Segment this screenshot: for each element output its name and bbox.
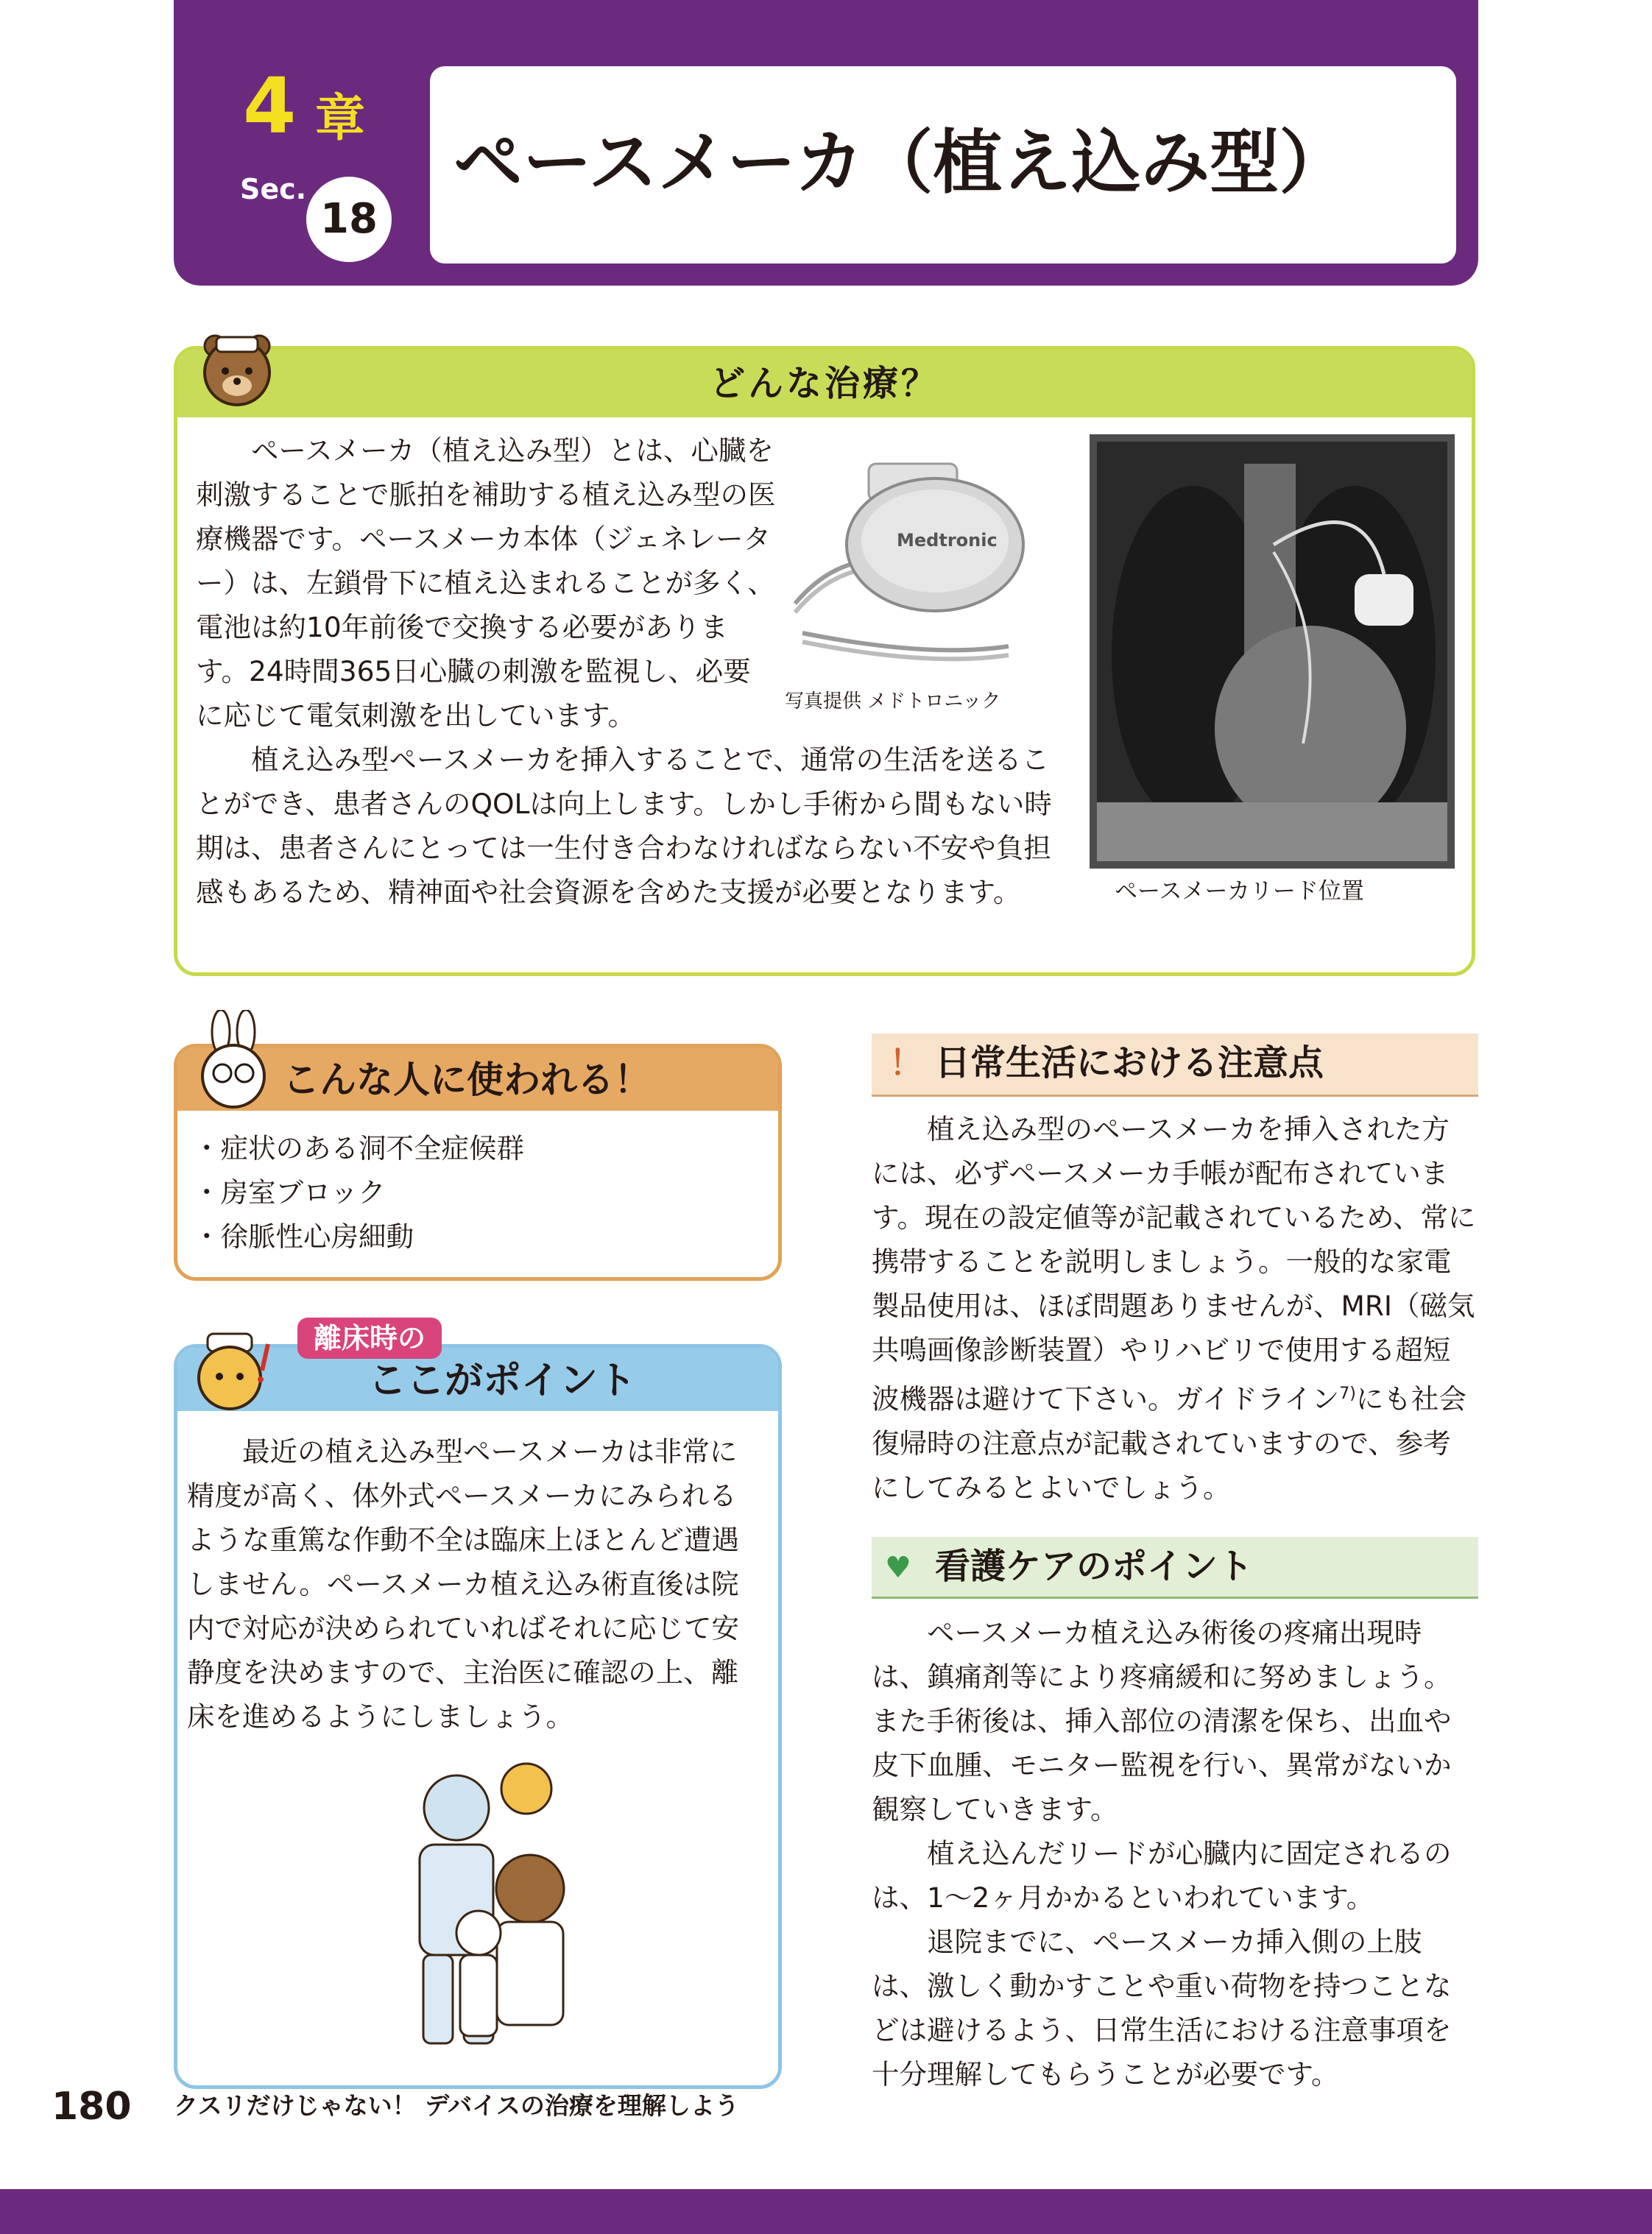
heart-icon: ♥ xyxy=(885,1551,911,1585)
chest-xray-image xyxy=(1090,434,1455,869)
what-paragraph-1: ペースメーカ（植え込み型）とは、心臓を刺激することで脈拍を補助する植え込み型の医療機器です。ペースメーカ本体（ジェネレーター）は、左鎖骨下に植え込まれることが多く、電池は約10年前後で交換する必要があります。24時間365日心臓の刺激を監視し、必要に応じて電気刺激を出しています。 xyxy=(196,434,776,732)
list-item: ・徐脈性心房細動 xyxy=(193,1220,414,1253)
page-title: ペースメーカ（植え込み型） xyxy=(453,123,1349,203)
indication-list xyxy=(193,1126,524,1259)
nurse-mascot-icon xyxy=(186,1329,281,1418)
page-number: 180 xyxy=(52,2085,132,2129)
point-badge: 離床時の xyxy=(297,1318,442,1359)
nursing-paragraph: 植え込んだリードが心臓内に固定されるのは、1～2ヶ月かかるといわれています。 xyxy=(872,1837,1452,1914)
running-footer: クスリだけじゃない！ デバイスの治療を理解しよう xyxy=(174,2091,739,2120)
what-paragraph-2: 植え込み型ペースメーカを挿入することで、通常の生活を送ることができ、患者さんのQOLは向上します。しかし手術から間もない時期は、患者さんにとっては一生付き合わなければならない不安や負担感もあるため、精神面や社会資源を含めた支援が必要となります。 xyxy=(196,743,1052,908)
rabbit-mascot-icon xyxy=(193,1010,274,1120)
exclamation-icon: ！ xyxy=(889,1043,923,1083)
daily-text-b: にも社会復帰時の注意点が記載されていますので、参考にしてみるとよいでしょう。 xyxy=(872,1382,1466,1504)
xray-caption: ペースメーカリード位置 xyxy=(1115,878,1364,905)
daily-text-a: 植え込み型のペースメーカを挿入された方には、必ずペースメーカ手帳が配布されています。現在の設定値等が記載されているため、常に携帯することを説明しましょう。一般的な家電製品使用は、ほぼ問題ありませんが、MRI（磁気共鳴画像診断装置）やリハビリで使用する超短波機器は避けて下さい。ガイドライン xyxy=(872,1113,1476,1415)
reference-mark: 7) xyxy=(1339,1385,1356,1403)
photo-credit: 写真提供 メドトロニック xyxy=(785,690,1001,713)
daily-life-title: 日常生活における注意点 xyxy=(935,1042,1324,1084)
point-section-body xyxy=(187,1429,764,1739)
what-paragraph-2-block xyxy=(196,738,1073,914)
nursing-paragraph: 退院までに、ペースメーカ挿入側の上肢は、激しく動かすことや重い荷物を持つことなどは避けるよう、日常生活における注意事項を十分理解してもらうことが必要です。 xyxy=(872,1926,1452,2090)
section-number-badge: 18 xyxy=(306,177,392,262)
daily-life-paragraph xyxy=(872,1107,1477,1510)
what-section-title: どんな治療？ xyxy=(709,363,939,404)
chapter-number: 4 xyxy=(243,61,297,151)
chapter-label: 章 xyxy=(315,90,366,148)
who-section-title: こんな人に使われる！ xyxy=(283,1058,651,1101)
pacemaker-device-image xyxy=(788,449,1038,677)
point-paragraph: 最近の植え込み型ペースメーカは非常に精度が高く、体外式ペースメーカにみられるような重篤な作動不全は臨床上ほとんど遭遇しません。ペースメーカ植え込み術直後は院内で対応が決められていればそれに応じて安静度を決めますので、主治医に確認の上、離床を進めるようにしましょう。 xyxy=(187,1435,739,1733)
nursing-care-title: 看護ケアのポイント xyxy=(935,1546,1254,1587)
device-brand-label: Medtronic xyxy=(897,530,998,551)
list-item: ・症状のある洞不全症候群 xyxy=(193,1132,524,1164)
section-label: Sec. xyxy=(240,173,307,205)
point-section-title: ここがポイント xyxy=(368,1359,637,1403)
list-item: ・房室ブロック xyxy=(193,1176,386,1209)
daily-life-body xyxy=(872,1107,1477,1510)
nursing-care-body xyxy=(872,1611,1477,2096)
patient-and-staff-illustration xyxy=(346,1756,596,2065)
nursing-paragraph: ペースメーカ植え込み術後の疼痛出現時は、鎮痛剤等により疼痛緩和に努めましょう。また手術後は、挿入部位の清潔を保ち、出血や皮下血腫、モニター監視を行い、異常がないか観察していきます。 xyxy=(872,1616,1452,1825)
footer-band xyxy=(0,2189,1652,2234)
